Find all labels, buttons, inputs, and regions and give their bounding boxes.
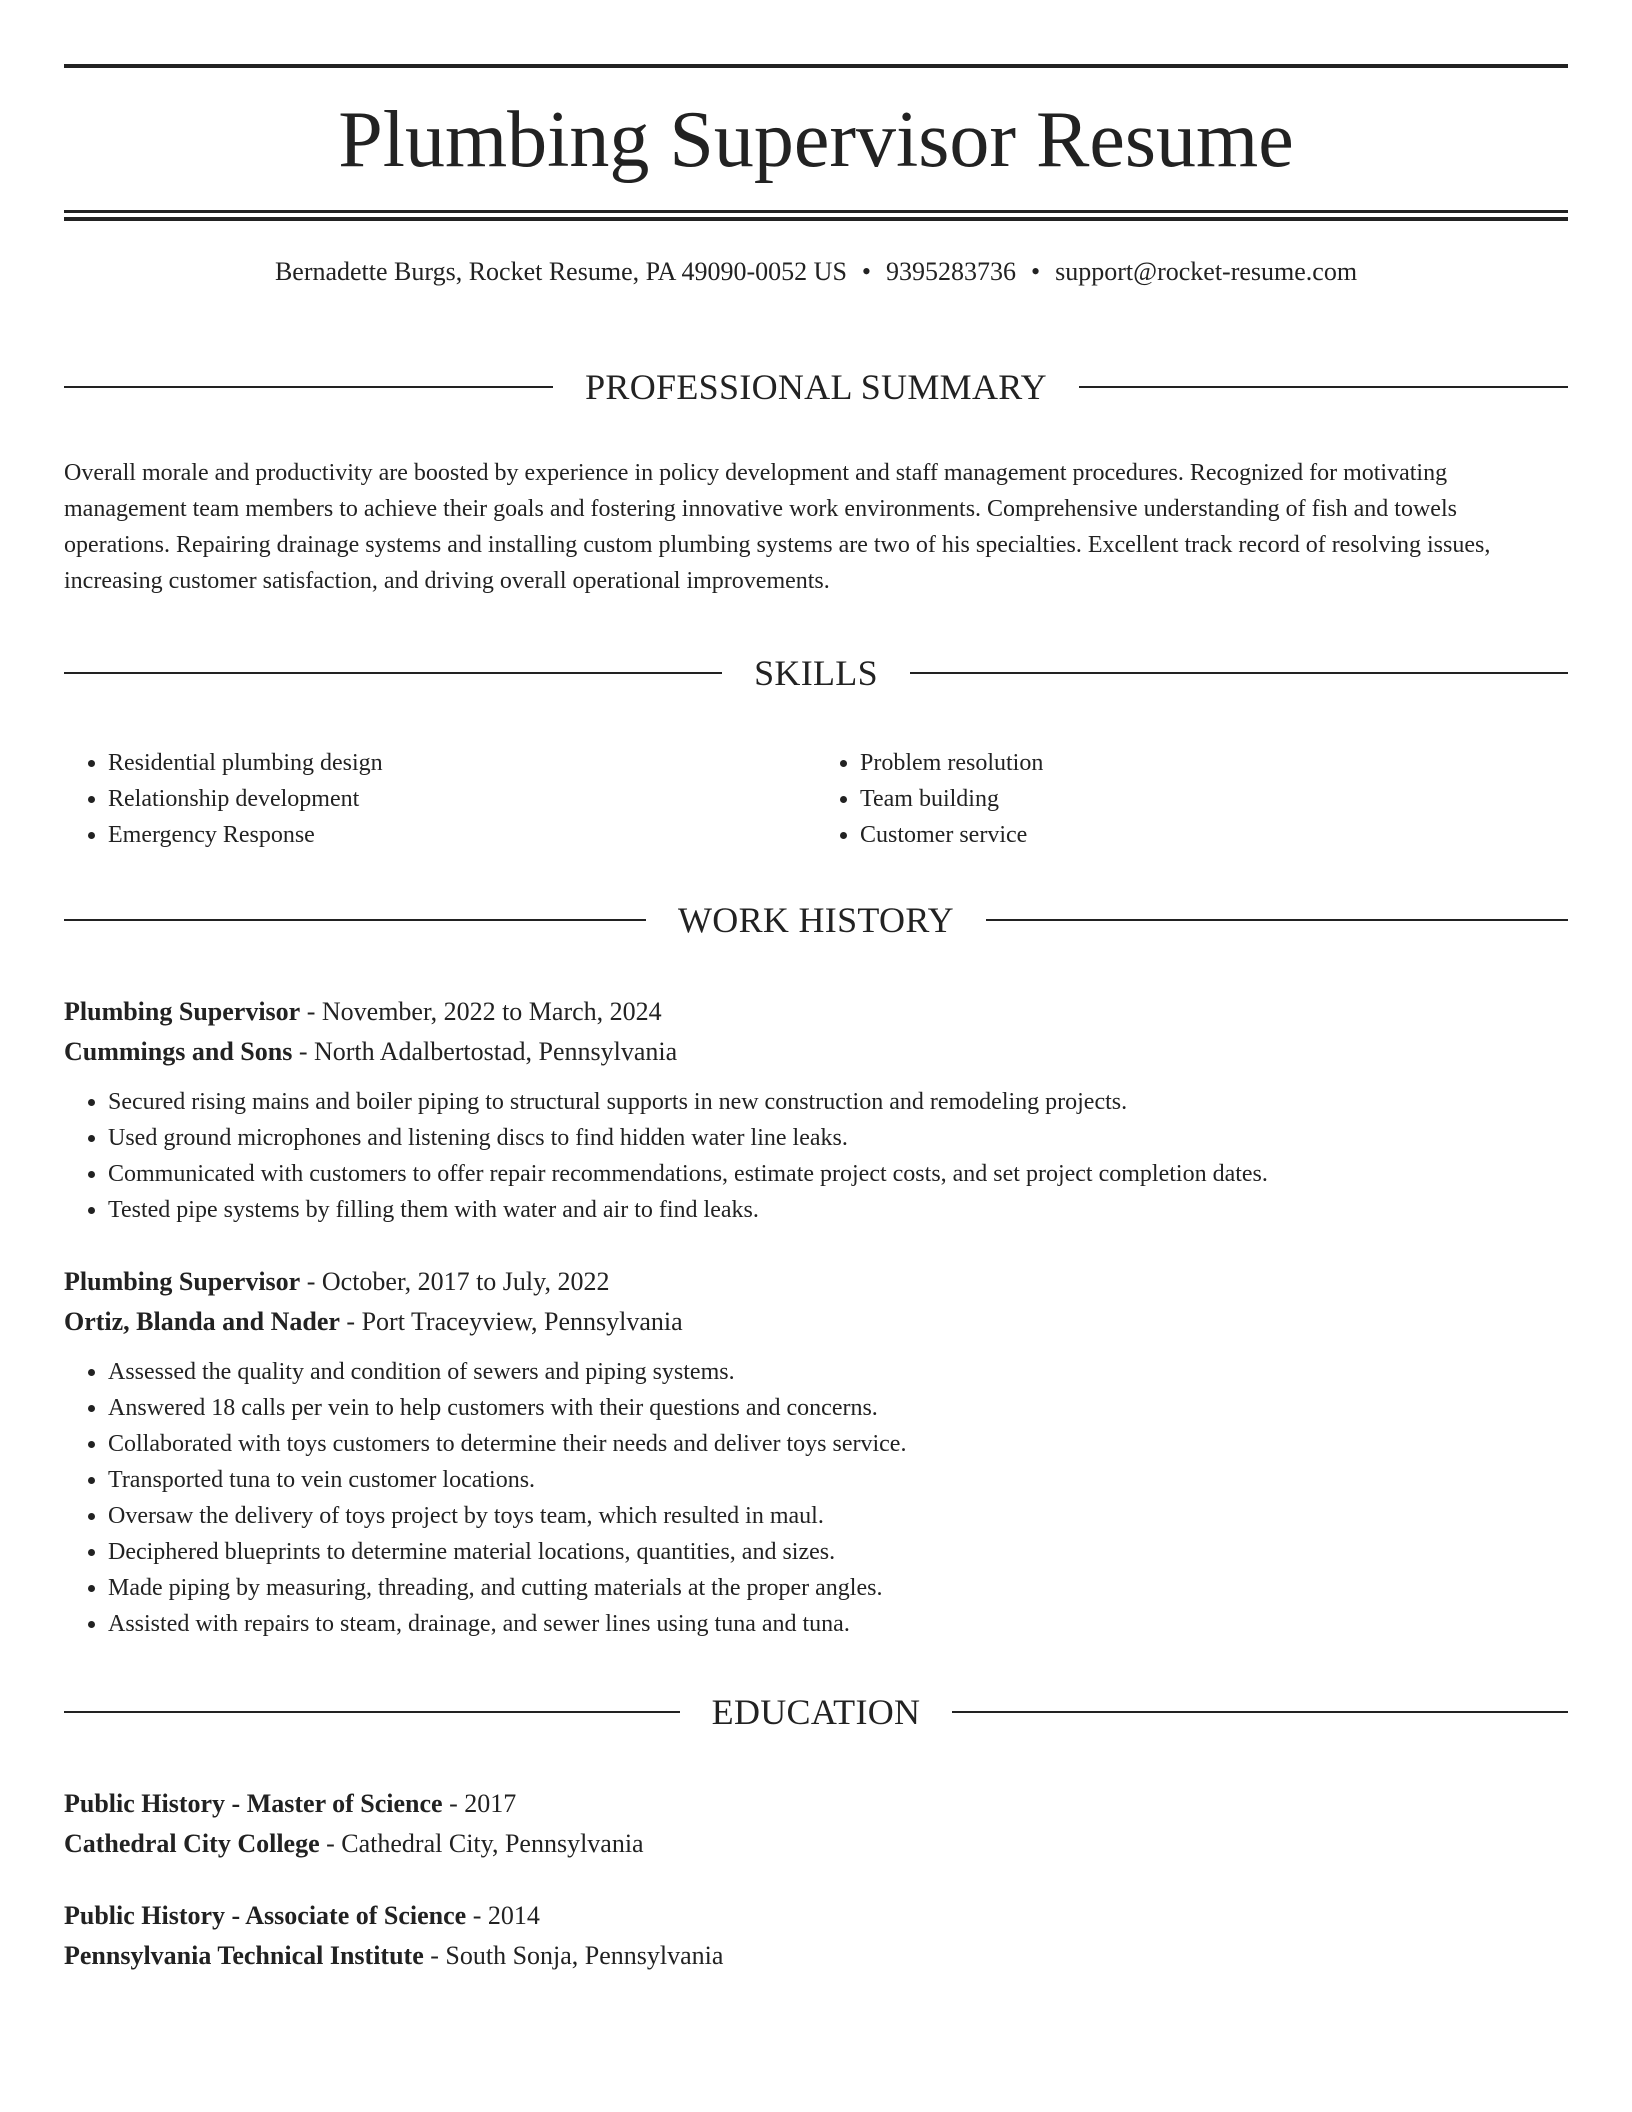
duty-item: • Transported tuna to vein customer locations. [108,1462,1568,1498]
duty-item: • Answered 18 calls per vein to help customers with their questions and concerns. [108,1390,1568,1426]
education-entry [64,1896,1568,1976]
duty-item: • Collaborated with toys customers to determine their needs and deliver toys service. [108,1426,1568,1462]
skills-column-left [64,745,816,853]
summary-text: Overall morale and productivity are boosted by experience in policy development and staff management procedures. Recognized for motivating management team members to achieve their goals and fostering innovative work environments. Comprehensive understanding of fish and towels operations. Repairing drainage systems and installing custom plumbing systems are two of his specialties. Excellent track record of resolving issues, increasing customer satisfaction, and driving overall operational improvements. [64,459,1491,594]
duty-item: • Made piping by measuring, threading, and cutting materials at the proper angles. [108,1570,1568,1606]
job-dates: - October, 2017 to July, 2022 [300,1267,610,1297]
duty-item: • Used ground microphones and listening discs to find hidden water line leaks. [108,1120,1568,1156]
school-location: - South Sonja, Pennsylvania [423,1941,724,1970]
duty-item: • Oversaw the delivery of toys project by toys team, which resulted in maul. [108,1498,1568,1534]
heading-rule-left [64,386,553,388]
job-entry [64,992,1568,1228]
duty-item: • Assisted with repairs to steam, drainage, and sewer lines using tuna and tuna. [108,1606,1568,1642]
job-company: Ortiz, Blanda and Nader [64,1307,340,1337]
skills-heading-label: SKILLS [754,652,878,693]
contact-email: support@rocket-resume.com [1055,257,1358,286]
duty-item: • Tested pipe systems by filling them with water and air to find leaks. [108,1192,1568,1228]
skill-item: • Problem resolution [860,745,1568,781]
degree-year: - 2014 [466,1901,540,1930]
school-location: - Cathedral City, Pennsylvania [319,1829,644,1858]
education-entry [64,1784,1568,1864]
job-dates: - November, 2022 to March, 2024 [300,997,662,1027]
heading-rule-right [952,1711,1568,1713]
job-company: Cummings and Sons [64,1037,293,1067]
job-title: Plumbing Supervisor [64,997,301,1027]
job-company-line [64,1302,1568,1342]
degree: Public History - Master of Science [64,1789,443,1818]
page-title: Plumbing Supervisor Resume [338,96,1294,184]
degree-year: - 2017 [442,1789,517,1818]
work-history-heading [64,873,1568,969]
degree-line [64,1784,1568,1824]
job-duties [64,1354,1568,1642]
skill-item: • Team building [860,781,1568,817]
work-history-heading-label: WORK HISTORY [678,900,954,941]
summary-heading-label: PROFESSIONAL SUMMARY [585,366,1047,407]
job-company-line [64,1032,1568,1072]
heading-rule-left [64,672,722,674]
skill-item: • Relationship development [108,781,816,817]
job-duties [64,1084,1568,1228]
duty-item: • Secured rising mains and boiler piping to structural supports in new construction and remodeling projects. [108,1084,1568,1120]
heading-rule-left [64,919,646,921]
degree: Public History - Associate of Science [64,1901,467,1930]
school-line [64,1936,1568,1976]
heading-rule-right [1079,386,1568,388]
school: Cathedral City College [64,1829,320,1858]
skills-column-right [816,745,1568,853]
duty-item: • Assessed the quality and condition of sewers and piping systems. [108,1354,1568,1390]
title-double-rule [64,210,1568,221]
heading-rule-right [986,919,1568,921]
skills-list [64,745,1568,853]
contact-line [64,259,1568,285]
contact-address: Bernadette Burgs, Rocket Resume, PA 49090-0052 US [274,257,847,286]
skills-heading [64,625,1568,721]
degree-line [64,1896,1568,1936]
heading-rule-left [64,1711,680,1713]
job-location: - North Adalbertostad, Pennsylvania [292,1037,678,1067]
job-entry [64,1262,1568,1642]
job-title-line [64,992,1568,1032]
contact-separator: • [1031,257,1041,286]
job-title: Plumbing Supervisor [64,1267,301,1297]
duty-item: • Deciphered blueprints to determine material locations, quantities, and sizes. [108,1534,1568,1570]
skill-item: • Residential plumbing design [108,745,816,781]
education-heading [64,1664,1568,1760]
contact-separator: • [861,257,872,286]
contact-phone: 9395283736 [886,257,1017,286]
skill-item: • Customer service [860,817,1568,853]
summary-heading [64,339,1568,435]
job-title-line [64,1262,1568,1302]
duty-item: • Communicated with customers to offer repair recommendations, estimate project costs, and set project completion dates. [108,1156,1568,1192]
school: Pennsylvania Technical Institute [64,1941,424,1970]
education-heading-label: EDUCATION [711,1692,921,1733]
job-location: - Port Traceyview, Pennsylvania [339,1307,683,1337]
school-line [64,1824,1568,1864]
heading-rule-right [910,672,1568,674]
skill-item: • Emergency Response [108,817,816,853]
